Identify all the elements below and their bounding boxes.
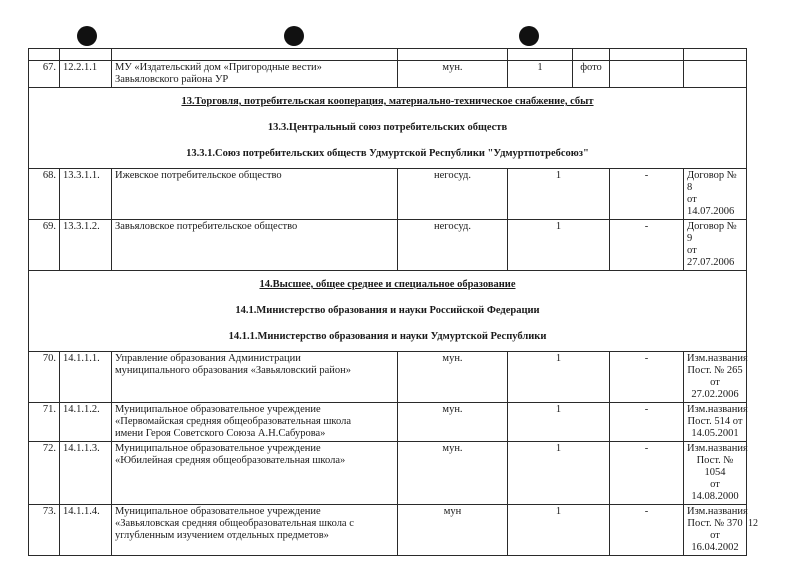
row-code: 14.1.1.2. [60, 403, 112, 442]
row-doc-line: Изм.названия [687, 443, 748, 454]
table-row-top-empty [29, 49, 747, 61]
row-number: 72. [29, 442, 60, 505]
row-doc-line: Пост. 514 от [687, 416, 743, 427]
row-count: 1 [508, 61, 573, 88]
row-code: 14.1.1.1. [60, 352, 112, 403]
section-heading [29, 88, 747, 169]
row-name [112, 505, 398, 556]
row-number: 67. [29, 61, 60, 88]
row-extra: фото [573, 61, 610, 88]
row-extra: - [610, 352, 684, 403]
row-name-line: МУ «Издательский дом «Пригородные вести» [115, 62, 322, 73]
row-name: Завьяловское потребительское общество [112, 220, 398, 271]
punch-hole-left [77, 26, 97, 46]
row-extra: - [610, 442, 684, 505]
table-row [29, 220, 747, 271]
row-name-line: Муниципальное образовательное учреждение [115, 443, 321, 454]
subsection-title-14-1-1: 14.1.1.Министерство образования и науки Удмуртской Республики [228, 331, 547, 342]
row-number: 70. [29, 352, 60, 403]
section-heading-row [29, 88, 747, 169]
row-doc-line: Договор № 8 [687, 170, 737, 193]
row-name [112, 352, 398, 403]
page-number: 12 [748, 518, 758, 529]
row-doc-line: от 16.04.2002 [691, 530, 739, 553]
row-count: 1 [508, 505, 610, 556]
subsection-title-14-1: 14.1.Министерство образования и науки Российской Федерации [235, 305, 540, 316]
row-count: 1 [508, 352, 610, 403]
row-code: 14.1.1.4. [60, 505, 112, 556]
subsection-title-13-3-1: 13.3.1.Союз потребительских обществ Удмуртской Республики "Удмуртпотребсоюз" [186, 148, 589, 159]
punch-hole-right [519, 26, 539, 46]
row-doc-line: Пост. № 1054 [696, 455, 734, 478]
row-count: 1 [508, 220, 610, 271]
row-type: негосуд. [398, 169, 508, 220]
row-doc [684, 505, 747, 556]
row-doc-line: Изм.названия [687, 404, 748, 415]
row-doc-line: Договор № 9 [687, 221, 737, 244]
row-doc [684, 442, 747, 505]
row-doc [684, 220, 747, 271]
row-type: мун. [398, 61, 508, 88]
row-type: мун. [398, 442, 508, 505]
row-last [684, 61, 747, 88]
row-name [112, 442, 398, 505]
row-doc-line: от 14.07.2006 [687, 194, 735, 217]
row-name-line: Управление образования Администрации [115, 353, 301, 364]
row-name-line: углубленным изучением отдельных предметов» [115, 530, 329, 541]
row-name-line: «Первомайская средняя общеобразовательная школа [115, 416, 351, 427]
row-doc [684, 352, 747, 403]
row-doc [610, 61, 684, 88]
row-doc-line: от 27.07.2006 [687, 245, 735, 268]
row-type: мун. [398, 403, 508, 442]
row-doc-line: от 27.02.2006 [691, 377, 739, 400]
row-extra: - [610, 505, 684, 556]
registry-table [28, 48, 747, 556]
table-row [29, 442, 747, 505]
row-count: 1 [508, 442, 610, 505]
section-heading [29, 271, 747, 352]
row-number: 69. [29, 220, 60, 271]
row-code: 14.1.1.3. [60, 442, 112, 505]
row-number: 71. [29, 403, 60, 442]
row-name-line: «Завьяловская средняя общеобразовательная школа с [115, 518, 354, 529]
row-doc [684, 403, 747, 442]
row-name-line: муниципального образования «Завьяловский район» [115, 365, 351, 376]
subsection-title-13-3: 13.3.Центральный союз потребительских обществ [267, 122, 508, 133]
row-doc-line: Пост. № 265 [687, 365, 743, 376]
row-name-line: «Юбилейная средняя общеобразовательная школа» [115, 455, 346, 466]
row-type: негосуд. [398, 220, 508, 271]
row-extra: - [610, 220, 684, 271]
row-extra: - [610, 403, 684, 442]
row-name-line: Муниципальное образовательное учреждение [115, 506, 321, 517]
punch-hole-middle [284, 26, 304, 46]
row-extra: - [610, 169, 684, 220]
row-name-line: Завьяловского района УР [115, 74, 229, 85]
row-type: мун. [398, 352, 508, 403]
row-doc-line: 14.05.2001 [691, 428, 739, 439]
row-doc-line: Пост. № 370 [687, 518, 743, 529]
row-number: 73. [29, 505, 60, 556]
row-type: мун [398, 505, 508, 556]
table-row [29, 169, 747, 220]
section-title-13: 13.Торговля, потребительская кооперация, материально-техническое снабжение, сбыт [181, 96, 594, 107]
table-row [29, 352, 747, 403]
row-doc-line: Изм.названия [687, 506, 748, 517]
row-code: 13.3.1.1. [60, 169, 112, 220]
row-doc [684, 169, 747, 220]
section-heading-row [29, 271, 747, 352]
row-name-line: имени Героя Советского Союза А.Н.Сабурова» [115, 428, 326, 439]
row-name-line: Муниципальное образовательное учреждение [115, 404, 321, 415]
row-doc-line: от 14.08.2000 [691, 479, 739, 502]
row-count: 1 [508, 169, 610, 220]
row-name [112, 403, 398, 442]
row-count: 1 [508, 403, 610, 442]
row-number: 68. [29, 169, 60, 220]
section-title-14: 14.Высшее, общее среднее и специальное образование [259, 279, 516, 290]
row-code: 12.2.1.1 [60, 61, 112, 88]
row-code: 13.3.1.2. [60, 220, 112, 271]
table-row [29, 61, 747, 88]
row-doc-line: Изм.названия [687, 353, 748, 364]
row-name [112, 61, 398, 88]
row-name: Ижевское потребительское общество [112, 169, 398, 220]
table-row [29, 403, 747, 442]
table-row [29, 505, 747, 556]
